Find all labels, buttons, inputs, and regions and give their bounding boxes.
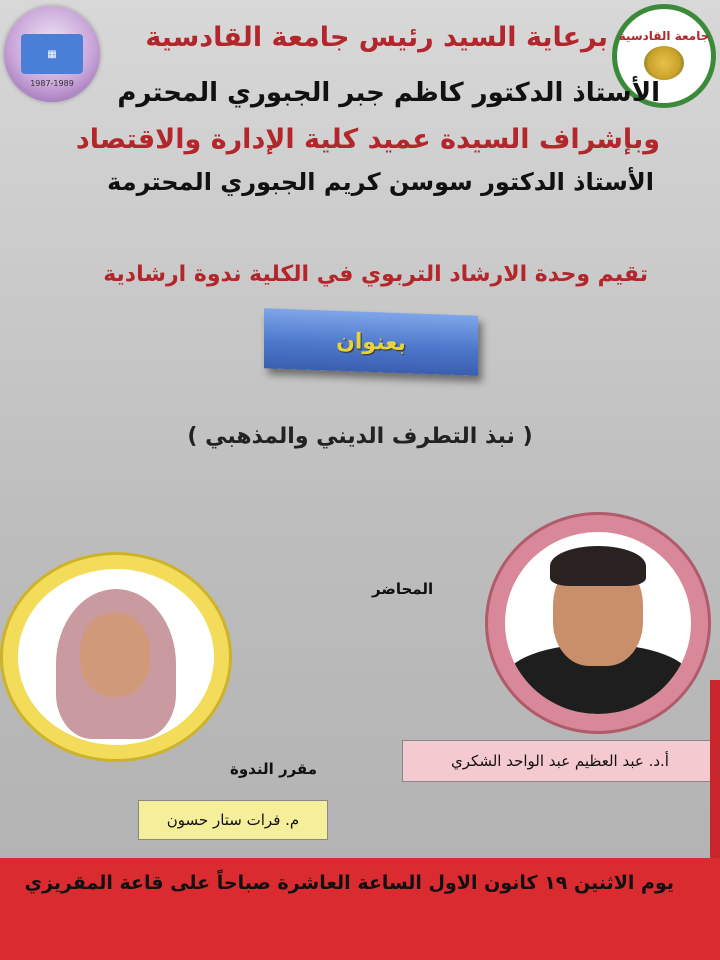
seminar-announcement: تقيم وحدة الارشاد التربوي في الكلية ندوة ارشادية: [103, 262, 648, 287]
rapporteur-photo-frame: [0, 552, 232, 762]
rapporteur-name: م. فرات ستار حسون: [166, 811, 300, 829]
title-banner: [264, 308, 478, 375]
rapporteur-photo: [18, 569, 214, 745]
dean-name: الأستاذ الدكتور سوسن كريم الجبوري المحترمة: [107, 168, 654, 196]
event-details-banner: [0, 858, 720, 960]
college-logo-years: 1987-1989: [30, 79, 74, 88]
title-label: بعنوان: [336, 328, 406, 356]
lecturer-role: المحاضر: [372, 580, 434, 598]
event-details: يوم الاثنين ١٩ كانون الاول الساعة العاشرة صباحاً على قاعة المقريزي: [24, 872, 674, 894]
college-logo: [4, 6, 100, 102]
president-name: الأستاذ الدكتور كاظم جبر الجبوري المحترم: [117, 78, 660, 108]
lecturer-name: أ.د. عبد العظيم عبد الواحد الشكري: [451, 752, 669, 770]
seminar-topic: ( نبذ التطرف الديني والمذهبي ): [187, 424, 533, 449]
seal-emblem-icon: [644, 46, 684, 80]
supervision-line: وبإشراف السيدة عميد كلية الإدارة والاقتصاد: [75, 124, 660, 155]
lecturer-photo: [505, 532, 691, 714]
rapporteur-name-box: [138, 800, 328, 840]
lecturer-photo-frame: [485, 512, 711, 734]
rapporteur-role: مقرر الندوة: [230, 760, 318, 778]
side-accent-bar: [710, 680, 720, 860]
patronage-line: برعاية السيد رئيس جامعة القادسية: [145, 22, 608, 53]
college-emblem-icon: ▦: [21, 34, 83, 74]
lecturer-name-box: [402, 740, 718, 782]
university-seal-name: جامعة القادسية: [618, 29, 710, 43]
